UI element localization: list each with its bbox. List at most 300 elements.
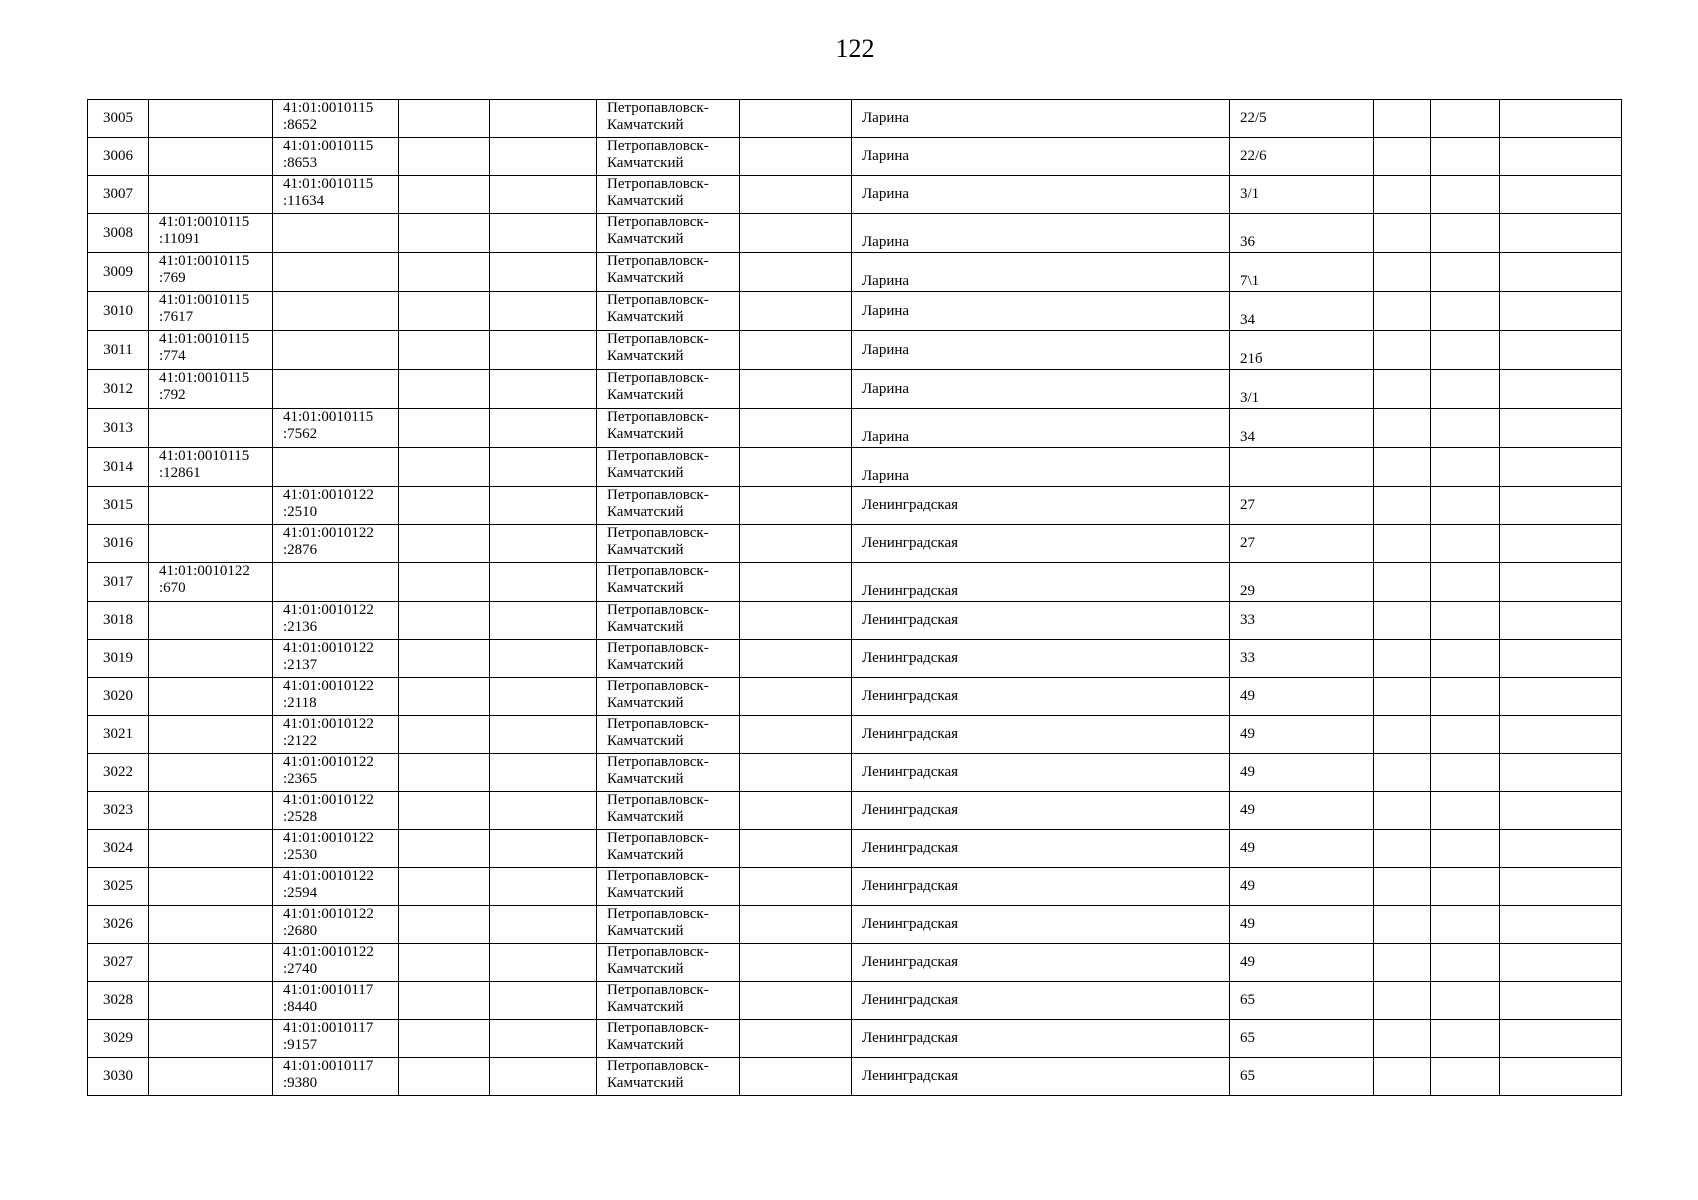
row-number-cell: 3030	[88, 1058, 149, 1096]
cadastral-number-b-cell	[273, 409, 399, 448]
empty-cell	[399, 792, 490, 830]
cadastral-number-a-cell	[149, 138, 273, 176]
cadastral-number-b-line: :11634	[283, 193, 325, 209]
city-line: Камчатский	[607, 923, 684, 939]
row-number-cell: 3015	[88, 487, 149, 525]
address-register-table	[87, 99, 1622, 1096]
cadastral-number-a-cell	[149, 640, 273, 678]
cadastral-number-a-line: :774	[159, 348, 186, 364]
table-row	[88, 792, 1622, 830]
cadastral-number-b-line: :2510	[283, 504, 318, 520]
empty-cell	[740, 409, 852, 448]
empty-cell	[1431, 602, 1500, 640]
row-number-cell: 3009	[88, 253, 149, 292]
house-number-cell: 49	[1230, 792, 1374, 830]
house-number-cell: 49	[1230, 906, 1374, 944]
empty-cell	[1374, 487, 1431, 525]
city-cell	[597, 944, 740, 982]
table-row	[88, 602, 1622, 640]
table-row	[88, 1020, 1622, 1058]
city-line: Петропавловск-	[607, 982, 709, 998]
cadastral-number-b-cell	[273, 176, 399, 214]
empty-cell	[1500, 678, 1622, 716]
empty-cell	[740, 138, 852, 176]
cadastral-number-a-cell	[149, 370, 273, 409]
cadastral-number-b-cell	[273, 1020, 399, 1058]
city-cell	[597, 138, 740, 176]
row-number-cell: 3021	[88, 716, 149, 754]
cadastral-number-a-cell	[149, 448, 273, 487]
city-cell	[597, 754, 740, 792]
cadastral-number-a-cell	[149, 944, 273, 982]
street-cell: Ленинградская	[852, 982, 1230, 1020]
empty-cell	[1431, 292, 1500, 331]
house-number-cell: 33	[1230, 602, 1374, 640]
table-row	[88, 331, 1622, 370]
empty-cell	[1500, 640, 1622, 678]
house-number-cell: 27	[1230, 525, 1374, 563]
empty-cell	[740, 944, 852, 982]
house-number-cell: 34	[1230, 409, 1374, 448]
city-line: Петропавловск-	[607, 292, 709, 308]
table-row	[88, 370, 1622, 409]
cadastral-number-b-cell	[273, 100, 399, 138]
street-cell: Ларина	[852, 292, 1230, 331]
street-cell: Ларина	[852, 214, 1230, 253]
row-number-cell: 3020	[88, 678, 149, 716]
city-line: Петропавловск-	[607, 640, 709, 656]
city-line: Петропавловск-	[607, 100, 709, 116]
empty-cell	[490, 292, 597, 331]
city-line: Камчатский	[607, 619, 684, 635]
house-number-cell: 27	[1230, 487, 1374, 525]
cadastral-number-b-line: :2137	[283, 657, 318, 673]
empty-cell	[1431, 563, 1500, 602]
cadastral-number-a-line: 41:01:0010115	[159, 448, 250, 464]
cadastral-number-b-line: 41:01:0010122	[283, 830, 374, 846]
city-line: Камчатский	[607, 231, 684, 247]
cadastral-number-b-line: 41:01:0010117	[283, 982, 374, 998]
cadastral-number-b-line: :7562	[283, 426, 318, 442]
empty-cell	[1431, 678, 1500, 716]
street-cell: Ленинградская	[852, 754, 1230, 792]
house-number-cell: 65	[1230, 1058, 1374, 1096]
cadastral-number-b-line: 41:01:0010115	[283, 138, 374, 154]
cadastral-number-b-line: :8440	[283, 999, 318, 1015]
empty-cell	[1500, 602, 1622, 640]
city-line: Камчатский	[607, 657, 684, 673]
house-number-cell: 49	[1230, 944, 1374, 982]
city-line: Камчатский	[607, 155, 684, 171]
empty-cell	[1374, 830, 1431, 868]
city-line: Камчатский	[607, 847, 684, 863]
empty-cell	[399, 716, 490, 754]
city-cell	[597, 906, 740, 944]
cadastral-number-a-line: 41:01:0010122	[159, 563, 250, 579]
city-cell	[597, 982, 740, 1020]
city-cell	[597, 792, 740, 830]
house-number-cell: 49	[1230, 678, 1374, 716]
city-line: Петропавловск-	[607, 409, 709, 425]
street-cell: Ларина	[852, 409, 1230, 448]
cadastral-number-b-line: :2365	[283, 771, 318, 787]
empty-cell	[740, 1020, 852, 1058]
house-number-cell: 49	[1230, 868, 1374, 906]
empty-cell	[399, 830, 490, 868]
empty-cell	[1500, 253, 1622, 292]
row-number-cell: 3026	[88, 906, 149, 944]
cadastral-number-b-cell	[273, 640, 399, 678]
street-cell: Ленинградская	[852, 906, 1230, 944]
empty-cell	[1374, 370, 1431, 409]
table-row	[88, 830, 1622, 868]
city-line: Петропавловск-	[607, 602, 709, 618]
empty-cell	[1374, 602, 1431, 640]
empty-cell	[740, 331, 852, 370]
city-line: Петропавловск-	[607, 563, 709, 579]
empty-cell	[740, 868, 852, 906]
empty-cell	[1500, 563, 1622, 602]
city-cell	[597, 640, 740, 678]
table-row	[88, 944, 1622, 982]
empty-cell	[399, 906, 490, 944]
empty-cell	[1374, 716, 1431, 754]
city-line: Камчатский	[607, 999, 684, 1015]
empty-cell	[490, 678, 597, 716]
empty-cell	[1431, 176, 1500, 214]
house-number-cell: 22/6	[1230, 138, 1374, 176]
city-line: Петропавловск-	[607, 868, 709, 884]
cadastral-number-a-line: 41:01:0010115	[159, 253, 250, 269]
empty-cell	[490, 906, 597, 944]
street-cell: Ларина	[852, 370, 1230, 409]
empty-cell	[1374, 982, 1431, 1020]
cadastral-number-a-cell	[149, 982, 273, 1020]
empty-cell	[1431, 944, 1500, 982]
row-number-cell: 3016	[88, 525, 149, 563]
city-line: Камчатский	[607, 542, 684, 558]
table-row	[88, 292, 1622, 331]
empty-cell	[490, 868, 597, 906]
street-cell: Ларина	[852, 331, 1230, 370]
row-number-cell: 3013	[88, 409, 149, 448]
cadastral-number-a-line: 41:01:0010115	[159, 331, 250, 347]
empty-cell	[740, 253, 852, 292]
empty-cell	[1500, 868, 1622, 906]
table-row	[88, 448, 1622, 487]
city-line: Петропавловск-	[607, 716, 709, 732]
empty-cell	[1374, 525, 1431, 563]
city-cell	[597, 525, 740, 563]
empty-cell	[399, 253, 490, 292]
row-number-cell: 3028	[88, 982, 149, 1020]
row-number-cell: 3024	[88, 830, 149, 868]
street-cell: Ленинградская	[852, 830, 1230, 868]
cadastral-number-b-cell	[273, 602, 399, 640]
city-line: Камчатский	[607, 1037, 684, 1053]
empty-cell	[1500, 906, 1622, 944]
cadastral-number-a-cell	[149, 176, 273, 214]
cadastral-number-b-line: 41:01:0010122	[283, 754, 374, 770]
cadastral-number-b-line: 41:01:0010122	[283, 487, 374, 503]
city-cell	[597, 563, 740, 602]
empty-cell	[1431, 409, 1500, 448]
city-line: Камчатский	[607, 270, 684, 286]
house-number-cell: 7\1	[1230, 253, 1374, 292]
table-row	[88, 640, 1622, 678]
house-number-cell: 22/5	[1230, 100, 1374, 138]
cadastral-number-b-line: 41:01:0010122	[283, 716, 374, 732]
row-number-cell: 3005	[88, 100, 149, 138]
cadastral-number-a-cell	[149, 754, 273, 792]
cadastral-number-b-line: 41:01:0010117	[283, 1020, 374, 1036]
cadastral-number-b-line: 41:01:0010115	[283, 100, 374, 116]
empty-cell	[490, 716, 597, 754]
street-cell: Ленинградская	[852, 602, 1230, 640]
city-line: Петропавловск-	[607, 830, 709, 846]
street-cell: Ленинградская	[852, 487, 1230, 525]
empty-cell	[399, 331, 490, 370]
empty-cell	[490, 792, 597, 830]
empty-cell	[1431, 525, 1500, 563]
cadastral-number-a-cell	[149, 253, 273, 292]
street-cell: Ларина	[852, 138, 1230, 176]
row-number-cell: 3025	[88, 868, 149, 906]
empty-cell	[1431, 830, 1500, 868]
empty-cell	[1500, 138, 1622, 176]
city-cell	[597, 253, 740, 292]
empty-cell	[1431, 370, 1500, 409]
city-line: Камчатский	[607, 348, 684, 364]
empty-cell	[1374, 100, 1431, 138]
table-row	[88, 754, 1622, 792]
row-number-cell: 3018	[88, 602, 149, 640]
cadastral-number-b-line: :8652	[283, 117, 318, 133]
cadastral-number-b-line: :2118	[283, 695, 317, 711]
empty-cell	[1500, 176, 1622, 214]
cadastral-number-a-cell	[149, 409, 273, 448]
empty-cell	[399, 176, 490, 214]
empty-cell	[1431, 792, 1500, 830]
street-cell: Ленинградская	[852, 563, 1230, 602]
city-line: Камчатский	[607, 1075, 684, 1091]
street-cell: Ленинградская	[852, 944, 1230, 982]
cadastral-number-b-cell	[273, 754, 399, 792]
empty-cell	[1374, 176, 1431, 214]
empty-cell	[740, 640, 852, 678]
street-cell: Ларина	[852, 176, 1230, 214]
city-line: Камчатский	[607, 193, 684, 209]
cadastral-number-a-line: 41:01:0010115	[159, 370, 250, 386]
empty-cell	[490, 487, 597, 525]
row-number-cell: 3027	[88, 944, 149, 982]
cadastral-number-b-cell	[273, 214, 399, 253]
empty-cell	[1374, 409, 1431, 448]
cadastral-number-a-cell	[149, 100, 273, 138]
cadastral-number-b-cell	[273, 138, 399, 176]
empty-cell	[1431, 138, 1500, 176]
empty-cell	[490, 754, 597, 792]
empty-cell	[740, 370, 852, 409]
empty-cell	[740, 754, 852, 792]
cadastral-number-b-cell	[273, 678, 399, 716]
city-cell	[597, 1020, 740, 1058]
cadastral-number-b-cell	[273, 716, 399, 754]
city-line: Петропавловск-	[607, 1020, 709, 1036]
empty-cell	[740, 792, 852, 830]
cadastral-number-a-cell	[149, 563, 273, 602]
house-number-cell: 49	[1230, 754, 1374, 792]
empty-cell	[1431, 331, 1500, 370]
empty-cell	[399, 563, 490, 602]
empty-cell	[740, 525, 852, 563]
empty-cell	[490, 640, 597, 678]
house-number-cell: 49	[1230, 716, 1374, 754]
empty-cell	[399, 370, 490, 409]
table-row	[88, 253, 1622, 292]
cadastral-number-b-line: :2594	[283, 885, 318, 901]
cadastral-number-b-line: :9157	[283, 1037, 318, 1053]
city-line: Петропавловск-	[607, 792, 709, 808]
empty-cell	[399, 982, 490, 1020]
empty-cell	[399, 678, 490, 716]
empty-cell	[740, 982, 852, 1020]
city-line: Петропавловск-	[607, 525, 709, 541]
empty-cell	[740, 716, 852, 754]
empty-cell	[1431, 487, 1500, 525]
empty-cell	[1374, 640, 1431, 678]
empty-cell	[399, 100, 490, 138]
cadastral-number-b-line: :2740	[283, 961, 318, 977]
city-line: Петропавловск-	[607, 678, 709, 694]
empty-cell	[490, 176, 597, 214]
city-cell	[597, 1058, 740, 1096]
empty-cell	[1500, 100, 1622, 138]
street-cell: Ленинградская	[852, 1058, 1230, 1096]
empty-cell	[1500, 792, 1622, 830]
table-row	[88, 906, 1622, 944]
row-number-cell: 3006	[88, 138, 149, 176]
empty-cell	[490, 525, 597, 563]
cadastral-number-b-line: 41:01:0010122	[283, 792, 374, 808]
empty-cell	[399, 525, 490, 563]
empty-cell	[1431, 1058, 1500, 1096]
house-number-cell: 3/1	[1230, 176, 1374, 214]
empty-cell	[490, 944, 597, 982]
empty-cell	[740, 563, 852, 602]
row-number-cell: 3017	[88, 563, 149, 602]
city-line: Камчатский	[607, 809, 684, 825]
street-cell: Ленинградская	[852, 525, 1230, 563]
table-row	[88, 868, 1622, 906]
empty-cell	[1500, 487, 1622, 525]
empty-cell	[399, 1020, 490, 1058]
cadastral-number-a-cell	[149, 1020, 273, 1058]
empty-cell	[1500, 370, 1622, 409]
house-number-cell	[1230, 448, 1374, 487]
city-line: Петропавловск-	[607, 331, 709, 347]
table-row	[88, 409, 1622, 448]
table-row	[88, 678, 1622, 716]
cadastral-number-b-line: :2528	[283, 809, 318, 825]
empty-cell	[1500, 754, 1622, 792]
row-number-cell: 3029	[88, 1020, 149, 1058]
empty-cell	[399, 409, 490, 448]
empty-cell	[1500, 331, 1622, 370]
table-row	[88, 563, 1622, 602]
street-cell: Ленинградская	[852, 868, 1230, 906]
empty-cell	[740, 487, 852, 525]
cadastral-number-a-line: 41:01:0010115	[159, 292, 250, 308]
empty-cell	[1374, 563, 1431, 602]
cadastral-number-a-line: :792	[159, 387, 186, 403]
empty-cell	[490, 370, 597, 409]
city-cell	[597, 678, 740, 716]
empty-cell	[740, 100, 852, 138]
empty-cell	[1500, 448, 1622, 487]
cadastral-number-b-line: :2680	[283, 923, 318, 939]
house-number-cell: 33	[1230, 640, 1374, 678]
cadastral-number-b-line: 41:01:0010122	[283, 602, 374, 618]
empty-cell	[1431, 982, 1500, 1020]
city-line: Петропавловск-	[607, 214, 709, 230]
city-cell	[597, 370, 740, 409]
city-line: Петропавловск-	[607, 754, 709, 770]
empty-cell	[1374, 906, 1431, 944]
city-line: Петропавловск-	[607, 138, 709, 154]
empty-cell	[490, 331, 597, 370]
empty-cell	[1500, 830, 1622, 868]
empty-cell	[399, 1058, 490, 1096]
cadastral-number-b-cell	[273, 487, 399, 525]
cadastral-number-b-cell	[273, 253, 399, 292]
street-cell: Ленинградская	[852, 792, 1230, 830]
city-cell	[597, 331, 740, 370]
cadastral-number-b-line: 41:01:0010122	[283, 640, 374, 656]
empty-cell	[1431, 100, 1500, 138]
empty-cell	[1431, 253, 1500, 292]
house-number-cell: 3/1	[1230, 370, 1374, 409]
cadastral-number-b-line: :2136	[283, 619, 318, 635]
empty-cell	[490, 563, 597, 602]
empty-cell	[399, 602, 490, 640]
street-cell: Ленинградская	[852, 640, 1230, 678]
city-line: Камчатский	[607, 771, 684, 787]
city-line: Петропавловск-	[607, 944, 709, 960]
table-row	[88, 525, 1622, 563]
city-cell	[597, 868, 740, 906]
empty-cell	[399, 754, 490, 792]
cadastral-number-b-cell	[273, 1058, 399, 1096]
empty-cell	[1500, 409, 1622, 448]
cadastral-number-b-line: 41:01:0010115	[283, 176, 374, 192]
city-line: Петропавловск-	[607, 370, 709, 386]
city-cell	[597, 214, 740, 253]
cadastral-number-a-cell	[149, 868, 273, 906]
city-cell	[597, 409, 740, 448]
empty-cell	[490, 1058, 597, 1096]
house-number-cell: 65	[1230, 982, 1374, 1020]
city-line: Петропавловск-	[607, 1058, 709, 1074]
row-number-cell: 3011	[88, 331, 149, 370]
city-line: Камчатский	[607, 580, 684, 596]
empty-cell	[1431, 906, 1500, 944]
cadastral-number-b-cell	[273, 868, 399, 906]
city-line: Камчатский	[607, 309, 684, 325]
empty-cell	[1431, 868, 1500, 906]
house-number-cell: 49	[1230, 830, 1374, 868]
empty-cell	[490, 1020, 597, 1058]
